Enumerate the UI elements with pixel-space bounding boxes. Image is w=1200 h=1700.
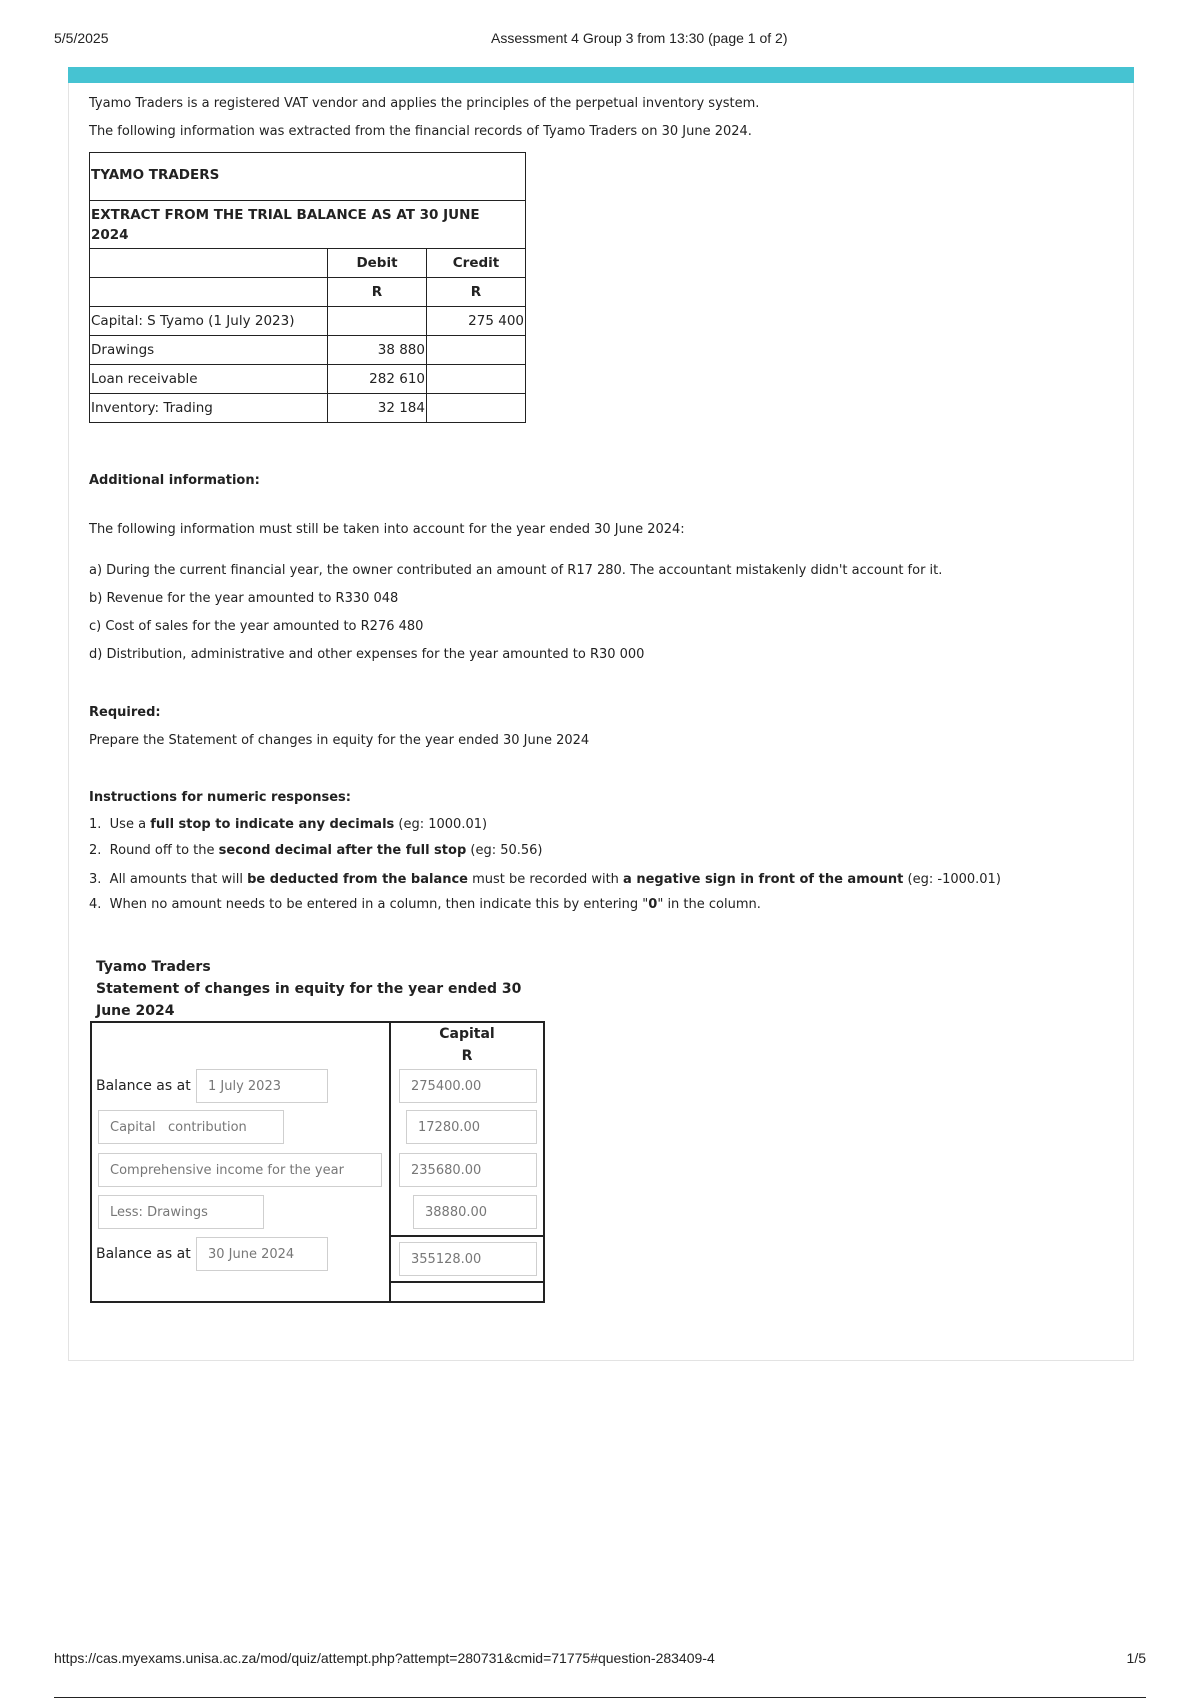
- table-row: [90, 394, 526, 423]
- additional-item-d: d) Distribution, administrative and other expenses for the year amounted to R30 000: [89, 647, 645, 662]
- tb-currency-blank: [90, 278, 328, 307]
- tb-row-credit: [427, 365, 526, 394]
- tb-currency-debit: R: [328, 278, 427, 307]
- instruction-text: (eg: 50.56): [466, 843, 543, 858]
- additional-lead: The following information must still be taken into account for the year ended 30 June 2024:: [89, 522, 685, 537]
- card-accent-bar: [68, 67, 1134, 83]
- intro-text-2: The following information was extracted from the financial records of Tyamo Traders on 30 June 2024.: [89, 124, 752, 139]
- soce-title: [96, 956, 521, 1022]
- soce-title-line-1: Tyamo Traders: [96, 959, 211, 975]
- capital-contribution-label-input[interactable]: [98, 1110, 284, 1144]
- tb-row-debit: 32 184: [328, 394, 427, 423]
- additional-heading: Additional information:: [89, 473, 260, 488]
- table-row: [90, 365, 526, 394]
- instructions-heading: Instructions for numeric responses:: [89, 790, 351, 805]
- comprehensive-income-label-input[interactable]: [98, 1153, 382, 1187]
- balance-date-close-input[interactable]: [196, 1237, 328, 1271]
- soce-total-rule-bottom: [389, 1281, 545, 1283]
- instruction-emphasis: full stop to indicate any decimals: [150, 817, 395, 832]
- drawings-amount-input[interactable]: [413, 1195, 537, 1229]
- balance-label-open: Balance as at: [96, 1078, 191, 1094]
- instruction-text: All amounts that will: [109, 872, 248, 887]
- balance-date-open-input[interactable]: [196, 1069, 328, 1103]
- tb-title: [90, 201, 526, 249]
- instruction-number: 4.: [89, 897, 102, 912]
- drawings-label-input[interactable]: [98, 1195, 264, 1229]
- balance-amount-open-input[interactable]: [399, 1069, 537, 1103]
- tb-header-blank: [90, 249, 328, 278]
- instruction-4: [89, 897, 761, 912]
- soce-title-line-2: Statement of changes in equity for the year ended 30: [96, 981, 522, 997]
- tb-currency-credit: R: [427, 278, 526, 307]
- instruction-2: [89, 843, 543, 858]
- soce-col-currency: R: [461, 1048, 473, 1064]
- instruction-text: Use a: [109, 817, 151, 832]
- instruction-number: 3.: [89, 872, 102, 887]
- instruction-emphasis: 0: [648, 897, 658, 912]
- instruction-1: [89, 817, 487, 832]
- tb-row-label: Loan receivable: [90, 365, 328, 394]
- additional-item-c: c) Cost of sales for the year amounted to R276 480: [89, 619, 424, 634]
- instruction-text: " in the column.: [657, 897, 761, 912]
- soce-column-header: [389, 1021, 545, 1067]
- instruction-emphasis: second decimal after the full stop: [218, 843, 467, 858]
- required-text: Prepare the Statement of changes in equity for the year ended 30 June 2024: [89, 733, 590, 748]
- tb-row-credit: [427, 336, 526, 365]
- instruction-3: [89, 872, 1001, 887]
- tb-row-debit: 38 880: [328, 336, 427, 365]
- tb-company: TYAMO TRADERS: [90, 153, 526, 201]
- instruction-number: 1.: [89, 817, 102, 832]
- intro-text-1: Tyamo Traders is a registered VAT vendor and applies the principles of the perpetual inventory system.: [89, 96, 760, 111]
- instruction-text: When no amount needs to be entered in a column, then indicate this by entering ": [109, 897, 649, 912]
- additional-item-b: b) Revenue for the year amounted to R330 048: [89, 591, 399, 606]
- tb-row-credit: 275 400: [427, 307, 526, 336]
- page-url: https://cas.myexams.unisa.ac.za/mod/quiz/attempt.php?attempt=280731&cmid=71775#question-283409-4: [54, 1650, 715, 1666]
- instruction-text: must be recorded with: [468, 872, 624, 887]
- tb-row-label: Drawings: [90, 336, 328, 365]
- instruction-emphasis: a negative sign in front of the amount: [623, 872, 904, 887]
- page-number: 1/5: [1126, 1650, 1146, 1666]
- print-title: Assessment 4 Group 3 from 13:30 (page 1 of 2): [491, 30, 788, 46]
- instruction-text: (eg: 1000.01): [394, 817, 488, 832]
- tb-row-label: Inventory: Trading: [90, 394, 328, 423]
- tb-row-debit: [328, 307, 427, 336]
- print-date: 5/5/2025: [54, 30, 109, 46]
- trial-balance-table: [89, 152, 526, 423]
- footer-rule: [54, 1697, 1146, 1698]
- capital-contribution-amount-input[interactable]: [406, 1110, 537, 1144]
- instruction-number: 2.: [89, 843, 102, 858]
- tb-row-label: Capital: S Tyamo (1 July 2023): [90, 307, 328, 336]
- balance-amount-close-input[interactable]: [399, 1242, 537, 1276]
- soce-col-title: Capital: [439, 1026, 495, 1042]
- tb-col-credit: Credit: [427, 249, 526, 278]
- tb-title-text: EXTRACT FROM THE TRIAL BALANCE AS AT 30 JUNE 2024: [91, 206, 480, 243]
- additional-item-a: a) During the current financial year, the owner contributed an amount of R17 280. The accountant mistakenly didn't account for it.: [89, 563, 943, 578]
- comprehensive-income-amount-input[interactable]: [399, 1153, 537, 1187]
- statement-of-changes-in-equity: [90, 1021, 545, 1305]
- instruction-text: (eg: -1000.01): [903, 872, 1001, 887]
- table-row: [90, 336, 526, 365]
- soce-total-rule-top: [389, 1235, 545, 1237]
- table-row: [90, 307, 526, 336]
- required-heading: Required:: [89, 705, 161, 720]
- instruction-emphasis: be deducted from the balance: [247, 872, 468, 887]
- tb-col-debit: Debit: [328, 249, 427, 278]
- tb-row-credit: [427, 394, 526, 423]
- soce-title-line-3: June 2024: [96, 1003, 175, 1019]
- balance-label-close: Balance as at: [96, 1246, 191, 1262]
- tb-row-debit: 282 610: [328, 365, 427, 394]
- instruction-text: Round off to the: [109, 843, 219, 858]
